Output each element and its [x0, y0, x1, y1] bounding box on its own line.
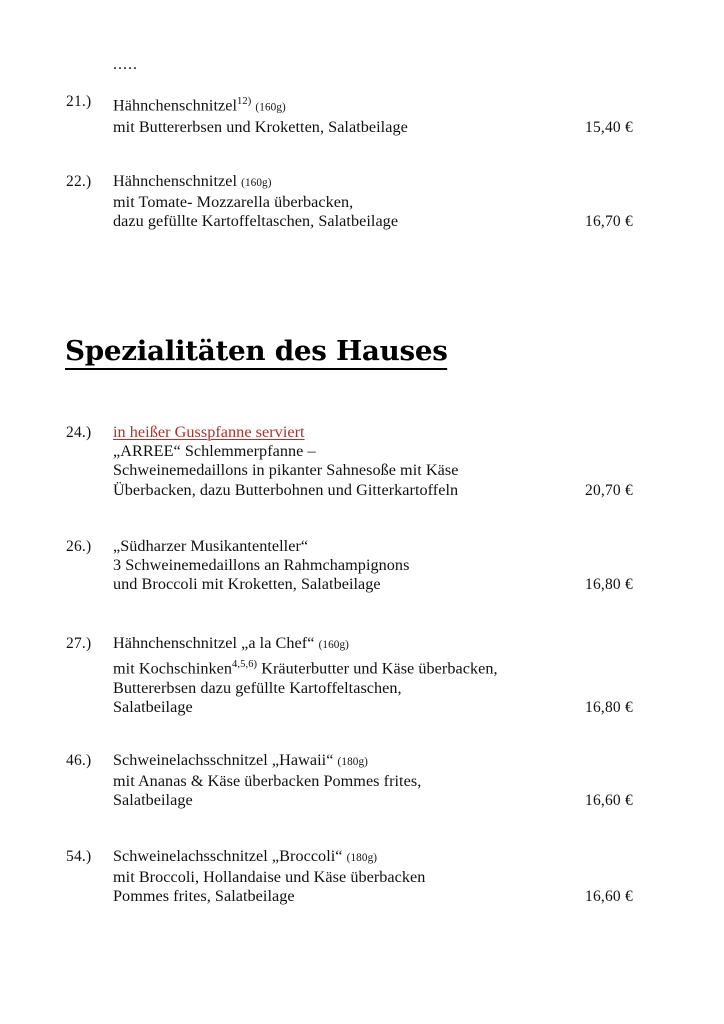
- menu-item: [66, 634, 658, 717]
- item-description-line: [113, 887, 585, 906]
- menu-item: [66, 847, 658, 907]
- item-description-line: [113, 442, 585, 461]
- item-description-line: [113, 92, 585, 118]
- line-text: Schweinelachsschnitzel „Broccoli“: [113, 847, 343, 865]
- menu-item: [66, 423, 658, 500]
- line-text: 3 Schweinemedaillons an Rahmchampignons: [113, 556, 410, 575]
- item-price: 16,60 €: [585, 792, 633, 810]
- item-description-line: [113, 679, 585, 698]
- item-number: 46.): [66, 752, 92, 769]
- item-description-line: [113, 868, 585, 887]
- menu-item: [66, 537, 658, 595]
- item-description-line: [113, 423, 585, 442]
- item-number: 22.): [66, 173, 92, 190]
- line-text: in heißer Gusspfanne serviert: [113, 423, 305, 441]
- item-number: 24.): [66, 424, 92, 441]
- item-description-line: [113, 537, 585, 556]
- line-text: mit Ananas & Käse überbacken Pommes frites,: [113, 772, 422, 791]
- item-description-line: [113, 772, 585, 791]
- line-text: und Broccoli mit Kroketten, Salatbeilage: [113, 575, 381, 594]
- line-text-continued: Kräuterbutter und Käse überbacken,: [257, 659, 498, 678]
- line-text: Schweinemedaillons in pikanter Sahnesoße mit Käse: [113, 461, 459, 480]
- line-text: mit Tomate- Mozzarella überbacken,: [113, 193, 354, 212]
- item-description: [113, 634, 585, 717]
- line-text: mit Kochschinken: [113, 659, 233, 678]
- item-description-line: [113, 751, 585, 772]
- item-price: 20,70 €: [585, 481, 633, 499]
- line-text: Pommes frites, Salatbeilage: [113, 887, 295, 906]
- item-description-line: [113, 481, 585, 500]
- item-description: [113, 847, 585, 907]
- item-description-line: [113, 634, 585, 655]
- portion-weight: (180g): [346, 852, 378, 864]
- item-description: [113, 537, 585, 595]
- line-text: „ARREE“ Schlemmerpfanne –: [113, 442, 316, 461]
- line-text: Hähnchenschnitzel „a la Chef“: [113, 634, 315, 652]
- portion-weight: (160g): [318, 639, 349, 651]
- item-description: [113, 423, 585, 500]
- allergen-marker: 4,5,6): [232, 659, 258, 671]
- menu-item: [66, 751, 658, 811]
- item-description: [113, 172, 585, 232]
- line-text: mit Buttererbsen und Kroketten, Salatbeilage: [113, 117, 408, 136]
- line-text: Schweinelachsschnitzel „Hawaii“: [113, 751, 334, 769]
- item-description-line: [113, 575, 585, 594]
- continuation-marker: .....: [113, 56, 138, 73]
- item-description-line: [113, 698, 585, 717]
- line-text: Hähnchenschnitzel: [113, 172, 238, 190]
- line-text: mit Broccoli, Hollandaise und Käse überbacken: [113, 868, 426, 887]
- line-text: Salatbeilage: [113, 698, 193, 716]
- item-number: 26.): [66, 538, 92, 555]
- item-description-line: [113, 655, 585, 679]
- item-description-line: [113, 847, 585, 868]
- line-text: Buttererbsen dazu gefüllte Kartoffeltaschen,: [113, 678, 402, 697]
- item-description-line: [113, 791, 585, 810]
- item-description-line: [113, 556, 585, 575]
- line-text: „Südharzer Musikantenteller“: [113, 537, 309, 555]
- item-description-line: [113, 212, 585, 231]
- menu-item: [66, 92, 658, 137]
- portion-weight: (160g): [255, 101, 286, 114]
- item-description: [113, 751, 585, 811]
- portion-weight: (160g): [241, 177, 272, 189]
- line-text: Überbacken, dazu Butterbohnen und Gitterkartoffeln: [113, 480, 459, 499]
- portion-weight: (180g): [337, 756, 368, 768]
- line-text: dazu gefüllte Kartoffeltaschen, Salatbeilage: [113, 212, 399, 231]
- item-description-line: [113, 118, 585, 137]
- menu-item: [66, 172, 658, 232]
- section-heading: Spezialitäten des Hauses: [65, 336, 448, 370]
- item-number: 21.): [66, 93, 92, 110]
- item-description-line: [113, 461, 585, 480]
- item-price: 16,60 €: [585, 888, 633, 906]
- item-price: 16,80 €: [585, 699, 633, 716]
- item-price: 16,70 €: [585, 213, 633, 231]
- item-description: [113, 92, 585, 137]
- item-description-line: [113, 172, 585, 193]
- item-number: 54.): [66, 848, 92, 865]
- line-text: Salatbeilage: [113, 791, 193, 810]
- item-price: 15,40 €: [585, 118, 633, 136]
- item-number: 27.): [66, 635, 92, 652]
- allergen-marker: 12): [237, 96, 252, 107]
- line-text: Hähnchenschnitzel: [113, 96, 238, 115]
- item-description-line: [113, 193, 585, 212]
- item-price: 16,80 €: [585, 576, 633, 594]
